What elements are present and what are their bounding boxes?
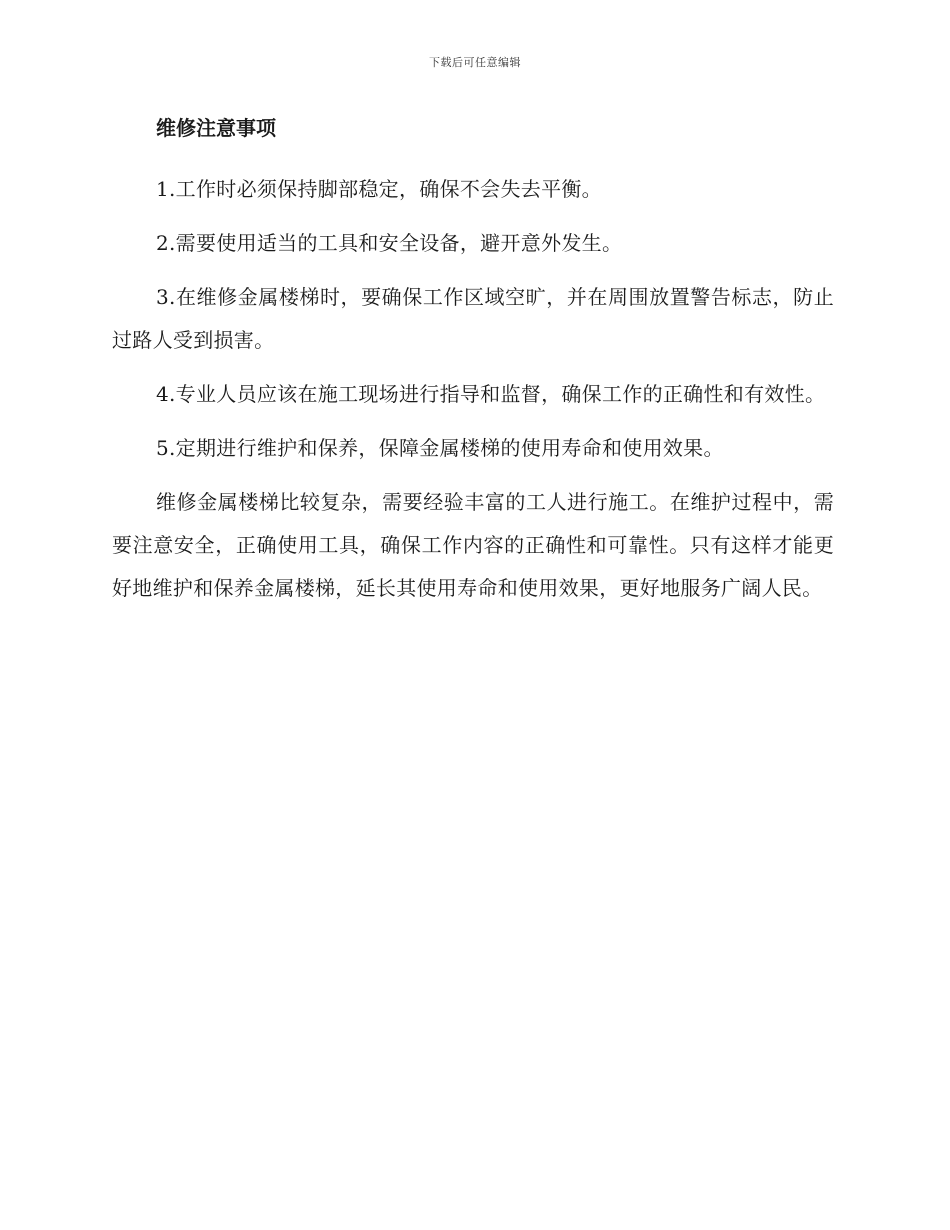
document-body [112, 110, 834, 621]
list-item: 5.定期进行维护和保养，保障金属楼梯的使用寿命和使用效果。 [156, 436, 724, 460]
list-item: 3.在维修金属楼梯时，要确保工作区域空旷，并在周围放置警告标志，防止过路人受到损害。 [112, 285, 834, 352]
list-item: 1.工作时必须保持脚部稳定，确保不会失去平衡。 [156, 177, 602, 201]
list-item: 4.专业人员应该在施工现场进行指导和监督，确保工作的正确性和有效性。 [156, 382, 826, 406]
conclusion-paragraph: 维修金属楼梯比较复杂，需要经验丰富的工人进行施工。在维护过程中，需要注意安全，正确使用工具，确保工作内容的正确性和可靠性。只有这样才能更好地维护和保养金属楼梯，延长其使用寿命和使用效果，更好地服务广阔人民。 [112, 490, 834, 600]
list-item: 2.需要使用适当的工具和安全设备，避开意外发生。 [156, 231, 623, 255]
document-title: 维修注意事项 [156, 116, 276, 140]
page-header-note: 下载后可任意编辑 [429, 56, 521, 69]
